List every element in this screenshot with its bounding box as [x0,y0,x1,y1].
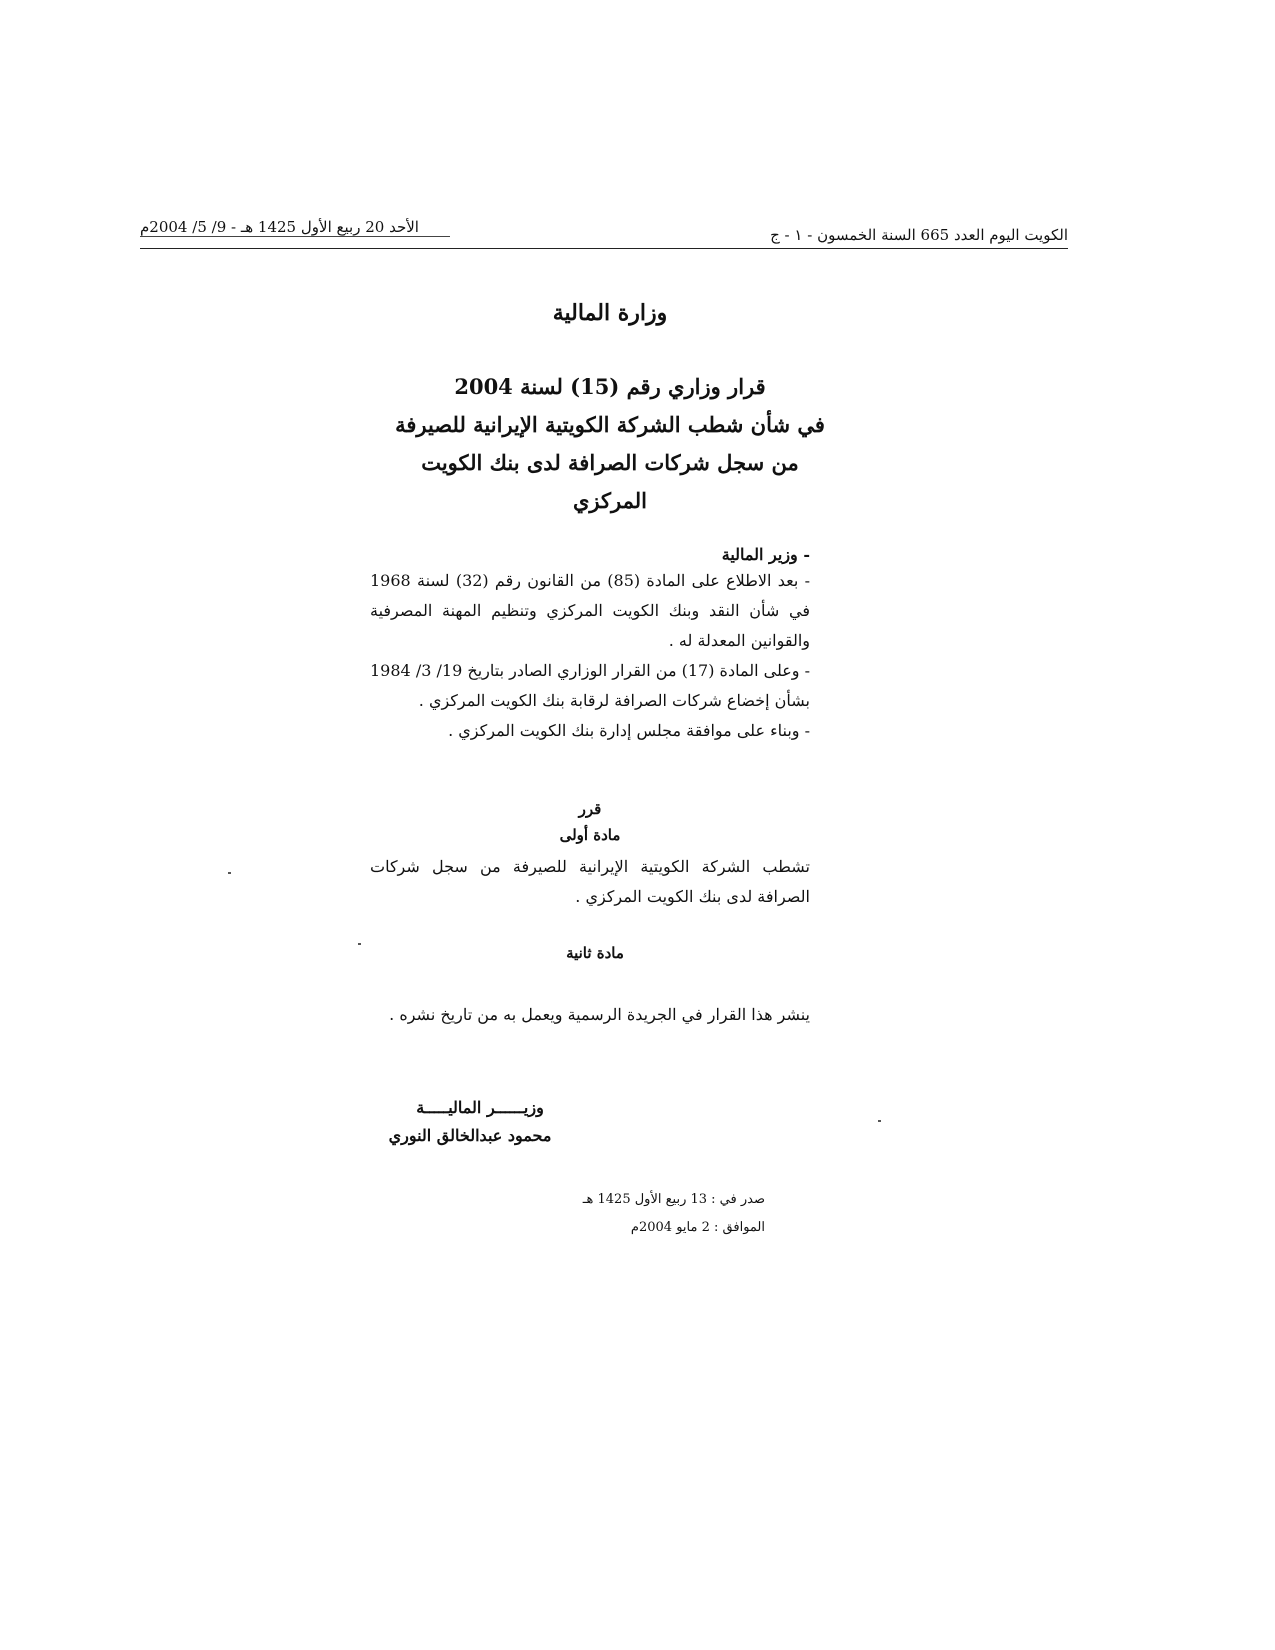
decree-title-line-2: في شأن شطب الشركة الكويتية الإيرانية للصيرفة [395,412,825,437]
signature-title: وزيــــــر الماليـــــة [416,1098,544,1117]
minister-line: - وزير المالية [721,545,810,564]
decree-title-line-4: المركزي [573,488,647,513]
scan-speck [878,1120,881,1122]
preamble-clause-3: - وبناء على موافقة مجلس إدارة بنك الكويت المركزي . [448,721,810,740]
ministry-name: وزارة المالية [552,300,668,326]
decided-heading: قرر [578,800,602,818]
article-2-text: ينشر هذا القرار في الجريدة الرسمية ويعمل به من تاريخ نشره . [389,1005,810,1024]
article-1-title: مادة أولى [559,826,621,844]
article-2-title: مادة ثانية [566,944,624,962]
article-1-text: تشطب الشركة الكويتية الإيرانية للصيرفة من سجل شركات الصرافة لدى بنك الكويت المركزي . [370,857,810,906]
scan-speck [358,943,361,945]
preamble [370,566,810,746]
signature-name: محمود عبدالخالق النوري [388,1126,552,1145]
issued-date: صدر في : 13 ربيع الأول 1425 هـ [582,1192,765,1207]
gazette-header-issue: الكويت اليوم العدد 665 السنة الخمسون - ١ - ج [770,226,1068,244]
gazette-header-date: الأحد 20 ربيع الأول 1425 هـ - 9/ 5/ 2004م [140,218,419,236]
decree-title-line-1: قرار وزاري رقم (15) لسنة 2004 [454,374,766,399]
preamble-clause-2: - وعلى المادة (17) من القرار الوزاري الصادر بتاريخ 19/ 3/ 1984 بشأن إخضاع شركات الصرافة لرقابة بنك الكويت المركزي . [370,661,811,710]
preamble-clause-1: - بعد الاطلاع على المادة (85) من القانون رقم (32) لسنة 1968 في شأن النقد وبنك الكويت المركزي وتنظيم المهنة المصرفية والقوانين المعدلة له . [370,571,811,650]
corresponding-date: الموافق : 2 مايو 2004م [630,1220,765,1235]
decree-title-line-3: من سجل شركات الصرافة لدى بنك الكويت [421,450,799,475]
header-underline [140,236,450,237]
header-divider [140,248,1068,249]
decree-title [360,368,860,520]
scan-speck [228,872,231,874]
